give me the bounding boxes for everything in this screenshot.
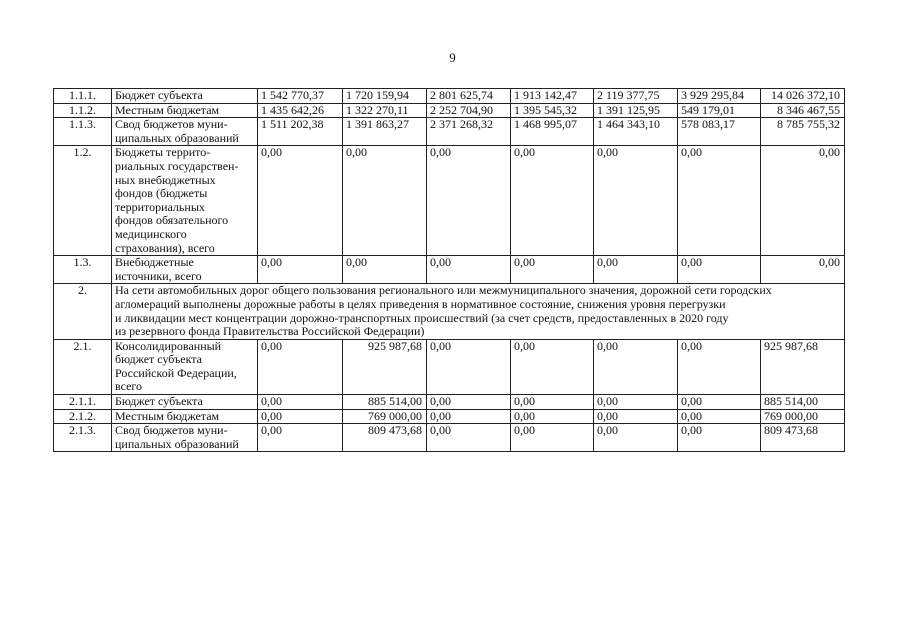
table-row	[54, 118, 845, 146]
value-cell: 0,00	[594, 146, 678, 256]
value-cell: 0,00	[678, 395, 761, 410]
value-cell: 809 473,68	[343, 424, 427, 452]
value-cell: 0,00	[511, 256, 594, 284]
value-cell: 0,00	[511, 395, 594, 410]
row-number: 1.1.3.	[54, 118, 112, 146]
value-cell: 1 511 202,38	[258, 118, 343, 146]
value-cell: 14 026 372,10	[761, 89, 845, 104]
value-cell: 2 801 625,74	[427, 89, 511, 104]
value-cell: 2 371 268,32	[427, 118, 511, 146]
value-cell: 925 987,68	[343, 339, 427, 394]
value-cell: 1 435 642,26	[258, 103, 343, 118]
value-cell: 0,00	[594, 395, 678, 410]
row-label	[112, 339, 258, 394]
value-cell: 0,00	[258, 339, 343, 394]
row-label-line: Местным бюджетам	[115, 102, 220, 117]
value-cell: 0,00	[343, 256, 427, 284]
row-label-line: Внебюджетные	[115, 255, 194, 270]
value-cell: 549 179,01	[678, 103, 761, 118]
table-row	[54, 424, 845, 452]
row-label	[112, 424, 258, 452]
value-cell: 0,00	[427, 256, 511, 284]
value-cell: 0,00	[678, 256, 761, 284]
value-cell: 0,00	[258, 395, 343, 410]
value-cell: 3 929 295,84	[678, 89, 761, 104]
value-cell: 1 391 125,95	[594, 103, 678, 118]
value-cell: 0,00	[511, 424, 594, 452]
value-cell: 1 464 343,10	[594, 118, 678, 146]
value-cell: 925 987,68	[761, 339, 845, 394]
row-label	[112, 89, 258, 104]
value-cell: 0,00	[427, 395, 511, 410]
row-label-line: бюджет субъекта	[115, 352, 203, 367]
section-2-text	[112, 284, 845, 339]
value-cell: 8 785 755,32	[761, 118, 845, 146]
value-cell: 0,00	[511, 339, 594, 394]
row-label-line: Российской Федерации,	[115, 365, 237, 380]
row-label-line: источники, всего	[115, 268, 202, 283]
row-number: 1.1.2.	[54, 103, 112, 118]
value-cell: 2 252 704,90	[427, 103, 511, 118]
value-cell: 0,00	[761, 256, 845, 284]
row-label-line: фондов обязательного	[115, 213, 229, 228]
row-label-line: Местным бюджетам	[115, 408, 220, 423]
row-label-line: медицинского	[115, 226, 187, 241]
section-2-text-line: из резервного фонда Правительства Российской Федерации)	[115, 324, 425, 339]
row-label-line: фондов (бюджеты	[115, 186, 208, 201]
value-cell: 1 395 545,32	[511, 103, 594, 118]
row-label-line: Бюджеты террито-	[115, 145, 211, 160]
row-label-line: Свод бюджетов муни-	[115, 423, 228, 438]
row-label-line: ципальных образований	[115, 130, 239, 145]
value-cell: 0,00	[427, 409, 511, 424]
section-2-text-line: и ликвидации мест концентрации дорожно-транспортных происшествий (за счет средств, предоставленных в 2020 году	[115, 310, 729, 325]
value-cell: 0,00	[678, 409, 761, 424]
value-cell: 885 514,00	[343, 395, 427, 410]
row-number: 2.1.3.	[54, 424, 112, 452]
value-cell: 1 720 159,94	[343, 89, 427, 104]
row-label-line: Бюджет субъекта	[115, 88, 203, 102]
row-label-line: страхования), всего	[115, 240, 215, 255]
value-cell: 0,00	[678, 339, 761, 394]
row-label	[112, 103, 258, 118]
row-label-line: ных внебюджетных	[115, 172, 216, 187]
value-cell: 0,00	[678, 424, 761, 452]
row-label-line: Свод бюджетов муни-	[115, 117, 228, 132]
table-row	[54, 395, 845, 410]
table-body-section2-rows	[54, 339, 845, 452]
row-number: 2.1.1.	[54, 395, 112, 410]
row-label	[112, 256, 258, 284]
value-cell: 578 083,17	[678, 118, 761, 146]
section-2-number: 2.	[54, 284, 112, 339]
table-row	[54, 89, 845, 104]
row-label-line: риальных государствен-	[115, 158, 239, 173]
row-label-line: всего	[115, 379, 143, 394]
value-cell: 1 322 270,11	[343, 103, 427, 118]
value-cell: 1 468 995,07	[511, 118, 594, 146]
value-cell: 0,00	[427, 146, 511, 256]
section-2-row	[54, 284, 845, 339]
row-label-line: Консолидированный	[115, 338, 222, 353]
row-label	[112, 409, 258, 424]
row-number: 2.1.2.	[54, 409, 112, 424]
row-label-line: территориальных	[115, 199, 205, 214]
value-cell: 769 000,00	[761, 409, 845, 424]
value-cell: 885 514,00	[761, 395, 845, 410]
value-cell: 0,00	[258, 146, 343, 256]
value-cell: 1 913 142,47	[511, 89, 594, 104]
row-label	[112, 118, 258, 146]
value-cell: 0,00	[594, 409, 678, 424]
value-cell: 0,00	[343, 146, 427, 256]
value-cell: 0,00	[258, 256, 343, 284]
value-cell: 769 000,00	[343, 409, 427, 424]
table-row	[54, 103, 845, 118]
table-row	[54, 146, 845, 256]
value-cell: 0,00	[511, 146, 594, 256]
page-number: 9	[449, 50, 456, 65]
row-label	[112, 146, 258, 256]
row-label-line: Бюджет субъекта	[115, 394, 203, 409]
value-cell: 0,00	[258, 409, 343, 424]
section-2-text-line: На сети автомобильных дорог общего пользования регионального или межмуниципального значения, дорожной сети городских	[115, 283, 772, 298]
value-cell: 1 542 770,37	[258, 89, 343, 104]
value-cell: 0,00	[594, 339, 678, 394]
row-label-line: ципальных образований	[115, 436, 239, 451]
row-number: 1.1.1.	[54, 89, 112, 104]
value-cell: 0,00	[511, 409, 594, 424]
value-cell: 0,00	[594, 256, 678, 284]
value-cell: 0,00	[594, 424, 678, 452]
row-label	[112, 395, 258, 410]
value-cell: 8 346 467,55	[761, 103, 845, 118]
table-body-section2	[54, 284, 845, 339]
value-cell: 2 119 377,75	[594, 89, 678, 104]
row-number: 1.3.	[54, 256, 112, 284]
table-body-section1	[54, 89, 845, 284]
value-cell: 0,00	[427, 424, 511, 452]
budget-table	[53, 88, 845, 452]
row-number: 1.2.	[54, 146, 112, 256]
section-2-text-line: агломераций выполнены дорожные работы в целях приведения в нормативное состояние, снижения уровня перегрузки	[115, 296, 726, 311]
table-row	[54, 256, 845, 284]
value-cell: 0,00	[678, 146, 761, 256]
table-row	[54, 339, 845, 394]
value-cell: 1 391 863,27	[343, 118, 427, 146]
table-row	[54, 409, 845, 424]
value-cell: 0,00	[258, 424, 343, 452]
value-cell: 0,00	[427, 339, 511, 394]
row-number: 2.1.	[54, 339, 112, 394]
value-cell: 809 473,68	[761, 424, 845, 452]
value-cell: 0,00	[761, 146, 845, 256]
